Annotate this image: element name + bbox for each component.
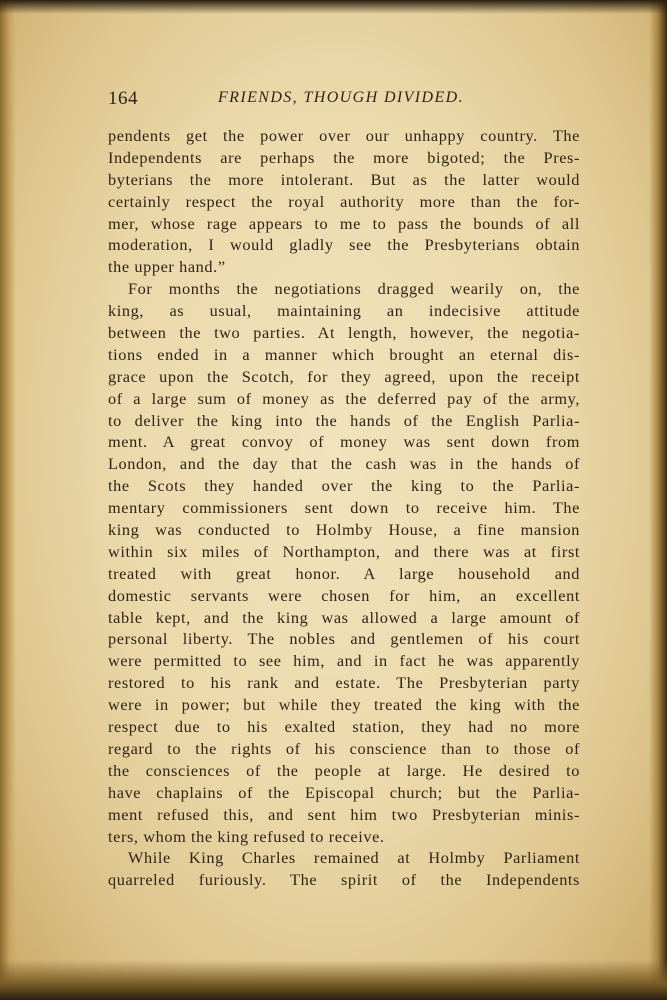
body-text: [108, 125, 580, 891]
text-line: respect due to his exalted station, they had no more: [108, 717, 580, 737]
text-line: to deliver the king into the hands of the English Parlia-: [108, 410, 580, 430]
text-line: ment refused this, and sent him two Presbyterian minis-: [108, 804, 580, 824]
text-line: between the two parties. At length, however, the negotia-: [108, 323, 580, 343]
text-line: tions ended in a manner which brought an eternal dis-: [108, 344, 580, 364]
text-line: mer, whose rage appears to me to pass the bounds of all: [108, 213, 580, 233]
running-title: FRIENDS, THOUGH DIVIDED.: [218, 89, 465, 106]
text-line: personal liberty. The nobles and gentlemen of his court: [108, 629, 580, 649]
text-line: restored to his rank and estate. The Presbyterian party: [108, 673, 580, 693]
text-line: ters, whom the king refused to receive.: [108, 826, 385, 846]
page-edge-right: [649, 0, 667, 1000]
page-edge-bottom: [0, 960, 667, 1000]
text-line: table kept, and the king was allowed a large amount of: [108, 607, 580, 627]
text-line: domestic servants were chosen for him, an excellent: [108, 585, 580, 605]
text-line: moderation, I would gladly see the Presbyterians obtain: [108, 235, 580, 255]
text-line: London, and the day that the cash was in the hands of: [108, 454, 580, 474]
text-line: have chaplains of the Episcopal church; but the Parlia-: [108, 782, 580, 802]
text-line: certainly respect the royal authority more than the for-: [108, 191, 580, 211]
text-line: quarreled furiously. The spirit of the Independents: [108, 870, 580, 890]
text-line: of a large sum of money as the deferred pay of the army,: [108, 388, 580, 408]
text-line: ment. A great convoy of money was sent down from: [108, 432, 580, 452]
text-line: Independents are perhaps the more bigoted; the Pres-: [108, 147, 580, 167]
page-edge-top: [0, 0, 667, 14]
text-line: grace upon the Scotch, for they agreed, upon the receipt: [108, 366, 580, 386]
text-line: the consciences of the people at large. He desired to: [108, 760, 580, 780]
page-header: [108, 88, 580, 114]
text-line: mentary commissioners sent down to receive him. The: [108, 498, 580, 518]
page-edge-left: [0, 0, 16, 1000]
text-line: For months the negotiations dragged wearily on, the: [128, 279, 580, 299]
text-line: the upper hand.”: [108, 257, 226, 277]
text-line: the Scots they handed over the king to the Parlia-: [108, 476, 580, 496]
text-line: pendents get the power over our unhappy country. The: [108, 126, 580, 145]
text-line: regard to the rights of his conscience than to those of: [108, 738, 580, 758]
text-line: byterians the more intolerant. But as the latter would: [108, 169, 580, 189]
text-line: king, as usual, maintaining an indecisive attitude: [108, 301, 580, 321]
text-line: were permitted to see him, and in fact he was apparently: [108, 651, 580, 671]
text-line: treated with great honor. A large household and: [108, 563, 580, 583]
text-line: king was conducted to Holmby House, a fine mansion: [108, 520, 580, 540]
text-line: While King Charles remained at Holmby Parliament: [128, 848, 580, 868]
page-number: 164: [108, 88, 138, 109]
text-line: were in power; but while they treated the king with the: [108, 695, 580, 715]
text-line: within six miles of Northampton, and there was at first: [108, 541, 580, 561]
